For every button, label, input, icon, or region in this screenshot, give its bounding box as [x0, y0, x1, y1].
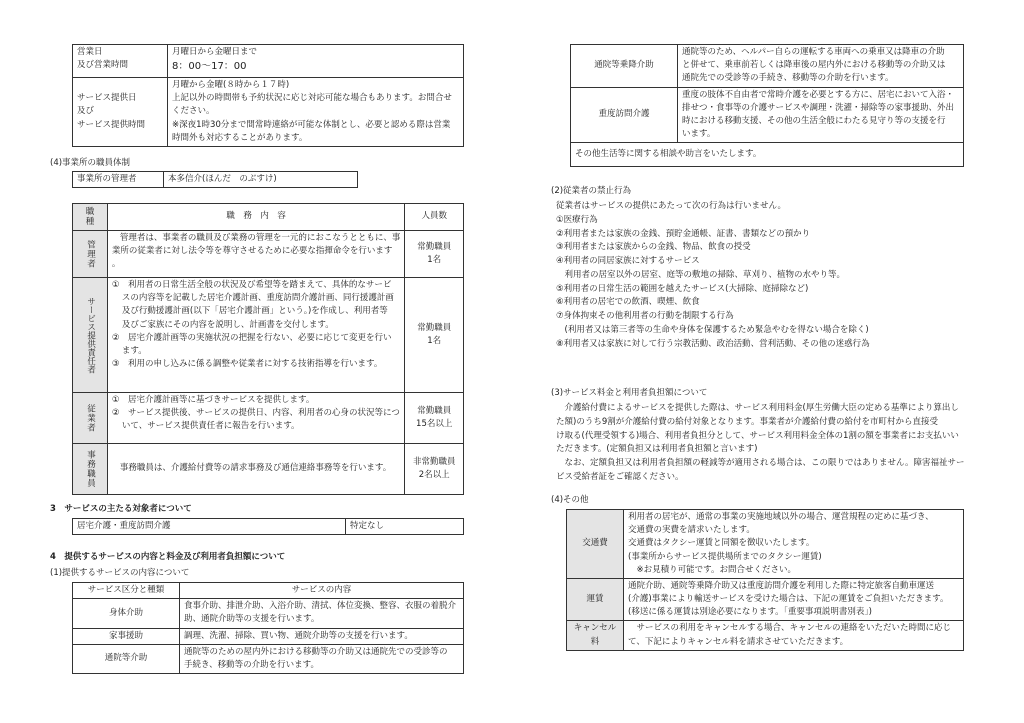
other-label-fare: 運賃	[567, 578, 624, 621]
staff-duties-worker: ① 居宅介護計画等に基づきサービスを提供します。 ② サービス提供後、サービスの提供日、内容、利用者の心身の状況等につ いて、サービス提供責任者に報告を行います。	[107, 393, 405, 444]
other-heading: (4)その他	[551, 495, 589, 505]
staff-count-clerk: 非常勤職員 2名以上	[405, 444, 464, 495]
prohibited-item: ④利用者の同居家族に対するサービス	[556, 256, 700, 267]
service-content-body: 食事介助、排泄介助、入浴介助、清拭、体位変換、整容、衣服の着脱介 助、通院介助等の支援を行います。	[180, 599, 464, 628]
staff-heading: (4)事業所の職員体制	[50, 158, 131, 168]
staff-table	[72, 203, 464, 495]
sec3-heading: 3 サービスの主たる対象者について	[50, 504, 192, 514]
other-content-fare: 通院介助、通院等乗降介助又は重度訪問介護を利用した際に特定旅客自動車運送 (介護)事業により輸送サービスを受けた場合は、下記の運賃をご負担いただきます。 (移送に係る運賃は別途必要になります。「重要事項説明書別表」)	[624, 578, 964, 621]
prohibited-item: ⑤利用者の日常生活の範囲を越えたサービス(大掃除、庭掃除など)	[556, 283, 809, 294]
hours-value-business: 月曜日から金曜日まで 8：00～17：00	[168, 45, 464, 78]
hours-label-service: サービス提供日 及び サービス提供時間	[73, 78, 168, 147]
sec3-area: 特定なし	[346, 519, 464, 535]
service-content-housework: 調理、洗濯、掃除、買い物、通院介助等の支援を行います。	[180, 628, 464, 644]
staff-count-coordinator: 常勤職員 1名	[405, 278, 464, 393]
sec4-heading: 4 提供するサービスの内容と料金及び利用者負担額について	[50, 552, 286, 562]
prohibited-item: (利用者又は第三者等の生命や身体を保護するため緊急やむを得ない場合を除く)	[556, 324, 869, 335]
service-kind-transport: 通院等乗降介助	[571, 45, 678, 88]
services-header-kind: サービス区分と種類	[73, 583, 180, 599]
sec3-table	[72, 518, 464, 535]
manager-label: 事業所の管理者	[73, 172, 164, 188]
service-kind-housework: 家事援助	[73, 628, 180, 644]
staff-count-worker: 常勤職員 15名以上	[405, 393, 464, 444]
staff-role-coordinator: サービス提供責任者	[73, 278, 108, 393]
prohibited-item: ③利用者または家族からの金銭、物品、飲食の授受	[556, 242, 751, 253]
other-content-cancel: サービスの利用をキャンセルする場合、キャンセルの連絡をいただいた時間に応じ て、下記によりキャンセル料を請求させていただきます。	[624, 621, 964, 650]
prohibited-heading: (2)従業者の禁止行為	[551, 186, 632, 196]
staff-header-role: 職 種	[73, 204, 108, 231]
staff-duties-manager: 管理者は、事業者の職員及び業務の管理を一元的におこなうとともに、事 業所の従業者に対し法令等を尊守させるために必要な指揮命令を行います 。	[107, 231, 405, 278]
service-kind-body: 身体介助	[73, 599, 180, 628]
manager-name: 本多信介(ほんだ のぶすけ)	[164, 172, 358, 188]
staff-role-clerk: 事務職員	[73, 444, 108, 495]
manager-table	[72, 171, 358, 188]
services-table-continued	[570, 44, 964, 167]
sec3-target: 居宅介護・重度訪問介護	[73, 519, 346, 535]
hours-value-service: 月曜から金曜(８時から１７時) 上記以外の時間帯も予約状況に応じ対応可能な場合もあります。お問合せ ください。 ※深夜1時30分まで間常時連絡が可能な体制とし、必要と認める際は営業 時間外も対応することがあります。	[168, 78, 464, 147]
services-table	[72, 582, 464, 674]
sec4-sub-heading: (1)提供するサービスの内容について	[50, 568, 190, 578]
staff-role-manager: 管理者	[73, 231, 108, 278]
prohibited-item: ⑧利用者又は家族に対して行う宗教活動、政治活動、営利活動、その他の迷惑行為	[556, 338, 870, 349]
prohibited-item: 利用者の居室以外の居室、庭等の敷地の掃除、草刈り、植物の水やり等。	[556, 269, 846, 280]
staff-header-duties: 職 務 内 容	[107, 204, 405, 231]
other-label-transport: 交通費	[567, 510, 624, 579]
other-label-cancel: キャンセル料	[567, 621, 624, 650]
prohibited-item: ①医療行為	[556, 214, 598, 225]
prohibited-item: ②利用者または家族の金銭、預貯金通帳、証書、書類などの預かり	[556, 228, 811, 239]
staff-header-count: 人員数	[405, 204, 464, 231]
other-content-transport: 利用者の居宅が、通常の事業の実施地域以外の場合、運営規程の定めに基づき、 交通費の実費を請求いたします。 交通費はタクシー運賃と同額を徴収いたします。 (事業所からサービス提供場所までのタクシー運賃) ※お見積り可能です。お問合せください。	[624, 510, 964, 579]
staff-role-worker: 従業者	[73, 393, 108, 444]
staff-count-manager: 常勤職員 1名	[405, 231, 464, 278]
service-content-hospital: 通院等のための屋内外における移動等の介助又は通院先での受診等の 手続き、移動等の介助を行います。	[180, 644, 464, 673]
other-table	[566, 509, 964, 651]
hours-label-business: 営業日 及び営業時間	[73, 45, 168, 78]
service-consultation: その他生活等に関する相談や助言をいたします。	[571, 143, 964, 167]
fees-body: 介護給付費によるサービスを提供した際は、サービス利用料金(厚生労働大臣の定める基準により算出し た額)のうち9割が介護給付費の給付対象となります。事業者が介護給付費の給付を市町村から直接受 け取る(代理受領する)場合、利用者負担分として、サービス利用料金全体の1割の額を事業者にお支払いい ただきます。(定額負担又は利用者負担額と言います) なお、定額負担又は利用者負担額の軽減等が適用される場合は、この限りではありません。障害福祉サー ビス受給者証をご確認ください。	[556, 403, 965, 482]
prohibited-item: ⑥利用者の居宅での飲酒、喫煙、飲食	[556, 297, 700, 308]
service-content-transport: 通院等のため、ヘルパー自らの運転する車両への乗車又は降車の介助 と併せて、乗車前若しくは降車後の屋内外における移動等の介助又は 通院先での受診等の手続き、移動等の介助を行います。	[678, 45, 964, 88]
prohibited-list: 従業者はサービスの提供にあたって次の行為は行いません。 ①医療行為 ②利用者または家族の金銭、預貯金通帳、証書、書類などの預かり ③利用者または家族からの金銭、物品、飲食の授受 ④利用者の同居家族に対するサービス 利用者の居室以外の居室、庭等の敷地の掃除、草刈り、植物の水やり等。 ⑤利用者の日常生活の範囲を越えたサービス(大掃除、庭掃除など) ⑥利用者の居宅での飲酒、喫煙、飲食 ⑦身体拘束その他利用者の行動を制限する行為 (利用者又は第三者等の生命や身体を保護するため緊急やむを得ない場合を除く) ⑧利用者又は家族に対して行う宗教活動、政治活動、営利活動、その他の迷惑行為	[556, 200, 870, 351]
prohibited-item: ⑦身体拘束その他利用者の行動を制限する行為	[556, 311, 734, 322]
staff-duties-clerk: 事務職員は、介護給付費等の請求事務及び通信連絡事務等を行います。	[107, 444, 405, 495]
service-kind-hospital: 通院等介助	[73, 644, 180, 673]
service-content-heavy: 重度の肢体不自由者で常時介護を必要とする方に、居宅において入浴・ 排せつ・食事等の介護サービスや調理・洗濯・掃除等の家事援助、外出 時における移動支援、その他の生活全般にわたる見守り等の支援を行 います。	[678, 87, 964, 143]
service-kind-heavy: 重度訪問介護	[571, 87, 678, 143]
services-header-content: サービスの内容	[180, 583, 464, 599]
fees-heading: (3)サービス料金と利用者負担額について	[551, 388, 708, 398]
hours-table	[72, 44, 464, 147]
staff-duties-coordinator: ① 利用者の日常生活全般の状況及び希望等を踏まえて、具体的なサービ スの内容等を記載した居宅介護計画、重度訪問介護計画、同行援護計画 及び行動援護計画(以下「居宅介護計画」という。)を作成し、利用者等 及びご家族にその内容を説明し、計画書を交付します。 ② 居宅介護計画等の実施状況の把握を行ない、必要に応じて変更を行い ます。 ③ 利用の申し込みに係る調整や従業者に対する技術指導を行います。	[107, 278, 405, 393]
